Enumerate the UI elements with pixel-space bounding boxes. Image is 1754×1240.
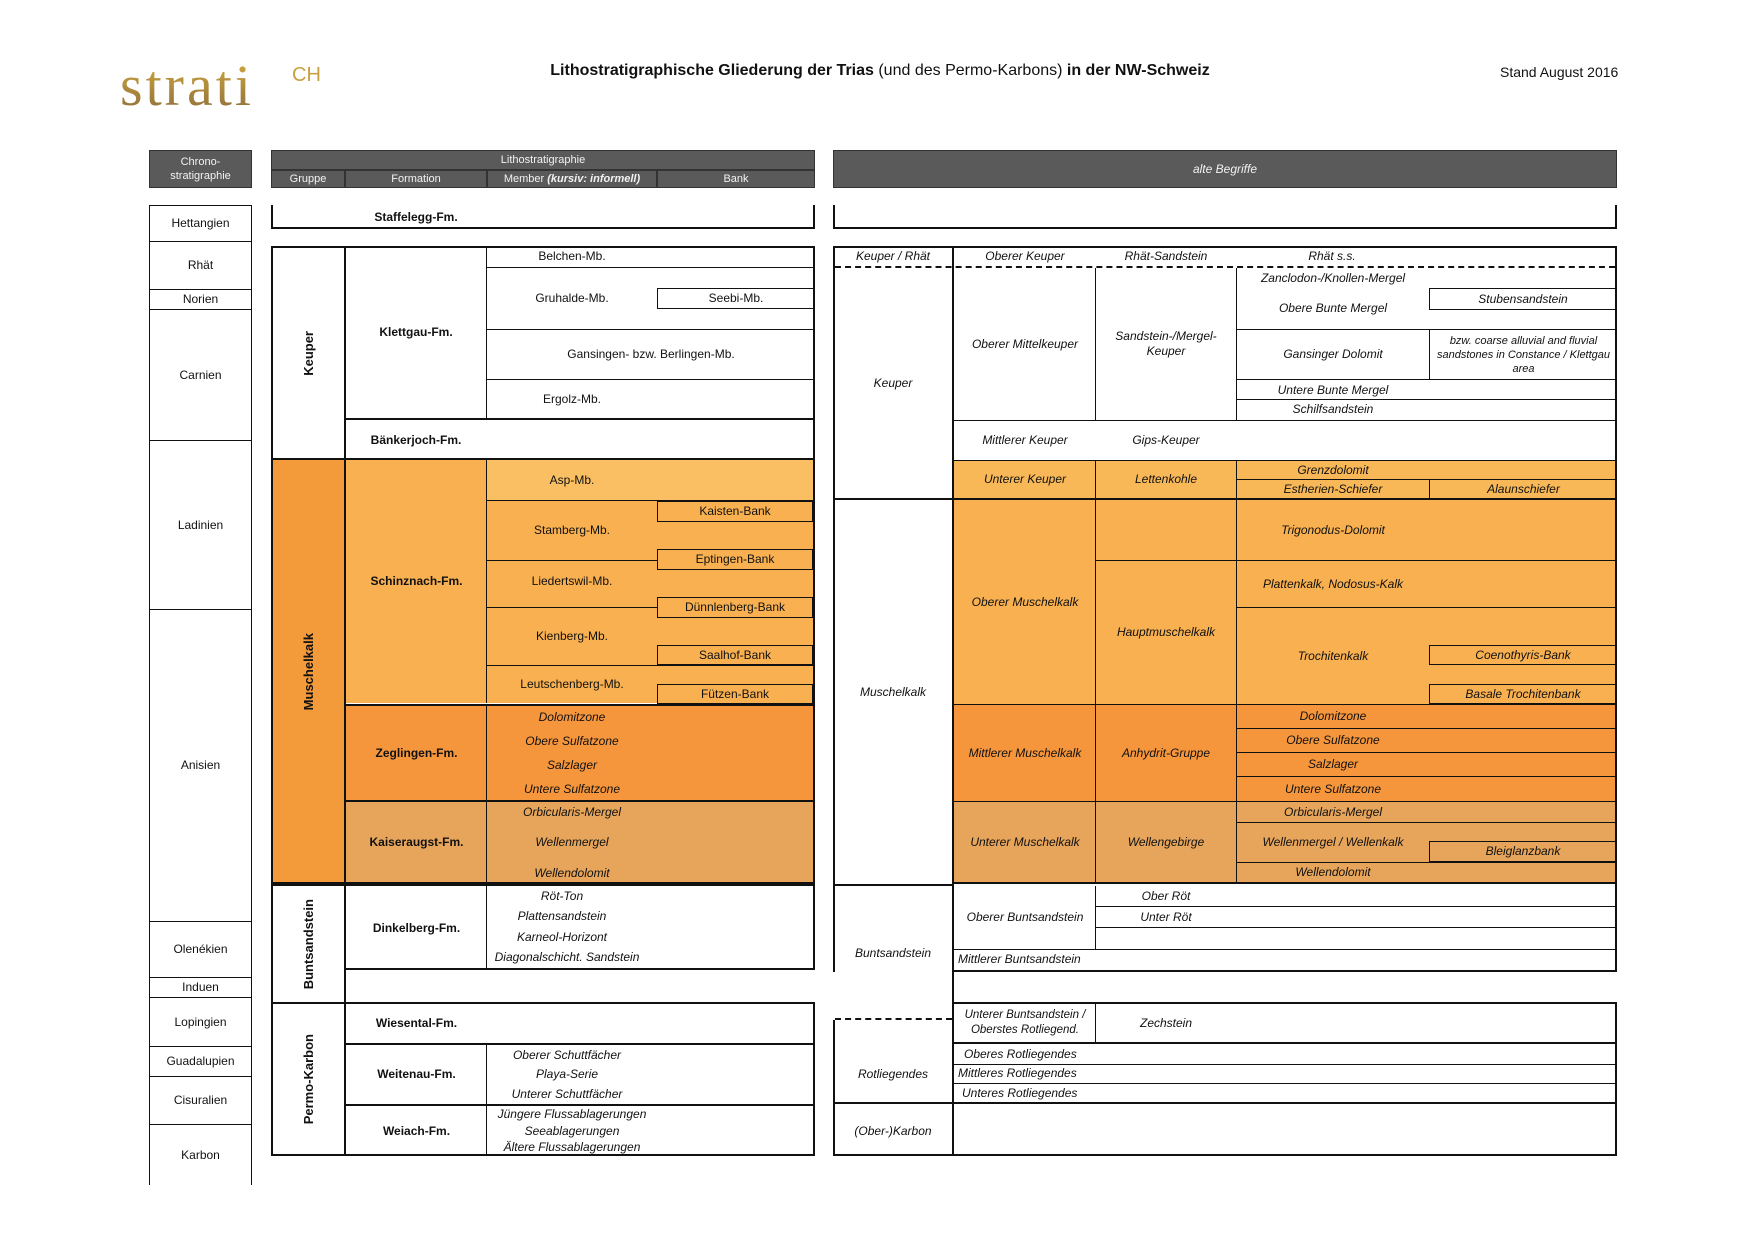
alt-stubensandstein: Stubensandstein <box>1429 288 1617 310</box>
logo-suffix: CH <box>292 64 321 86</box>
alt-plattenkalk: Plattenkalk, Nodosus-Kalk <box>1262 576 1404 591</box>
formation-weiach: Weiach-Fm. <box>382 1123 451 1138</box>
alt-trigonodus: Trigonodus-Dolomit <box>1281 522 1385 537</box>
alt-unt-bunte-mergel: Untere Bunte Mergel <box>1277 382 1389 397</box>
alt-hauptmuschelkalk: Hauptmuschelkalk <box>1116 625 1216 639</box>
chrono-olenekien: Olenékien <box>149 921 252 977</box>
member-roet-ton: Röt-Ton <box>540 888 584 903</box>
group-keuper: Keuper <box>300 330 316 376</box>
member-gansingen: Gansingen- bzw. Berlingen-Mb. <box>567 347 735 361</box>
formation-staffelegg: Staffelegg-Fm. <box>374 209 458 224</box>
alt-wellengebirge: Wellengebirge <box>1127 834 1205 849</box>
formation-dinkelberg: Dinkelberg-Fm. <box>372 920 461 935</box>
member-stamberg: Stamberg-Mb. <box>533 523 611 537</box>
member-diagonal: Diagonalschicht. Sandstein <box>494 949 640 964</box>
alt-ob-mittelkeuper: Oberer Mittelkeuper <box>971 336 1079 351</box>
bank-duennlenberg: Dünnlenberg-Bank <box>657 597 813 618</box>
member-unt-schuttfaecher: Unterer Schuttfächer <box>511 1086 623 1101</box>
member-karneol: Karneol-Horizont <box>516 929 608 944</box>
alt-muschelkalk: Muschelkalk <box>859 684 927 699</box>
logo <box>120 53 340 118</box>
member-juengere: Jüngere Flussablagerungen <box>497 1107 647 1121</box>
formation-schinznach: Schinznach-Fm. <box>370 574 463 588</box>
alt-sandstein-mergel-keuper: Sandstein-/Mergel- Keuper <box>1115 329 1217 358</box>
group-buntsandstein: Buntsandstein <box>300 898 316 990</box>
member-ergolz: Ergolz-Mb. <box>542 391 601 406</box>
formation-klettgau: Klettgau-Fm. <box>379 324 453 339</box>
alt-anhydrit-gruppe: Anhydrit-Gruppe <box>1121 745 1211 760</box>
alt-trochitenkalk: Trochitenkalk <box>1297 648 1369 663</box>
header-formation: Formation <box>345 170 487 188</box>
member-liedertswil: Liedertswil-Mb. <box>531 573 613 588</box>
header-alte-begriffe: alte Begriffe <box>833 150 1617 188</box>
alt-coarse-sandstones: bzw. coarse alluvial and fluvial sandstones in Constance / Klettgau area <box>1436 334 1611 375</box>
alt-salzlager: Salzlager <box>1307 757 1359 771</box>
alt-schilfsandstein: Schilfsandstein <box>1292 402 1374 416</box>
header-chrono: Chrono- stratigraphie <box>149 150 252 188</box>
alt-wellenmergel-wellenkalk: Wellenmergel / Wellenkalk <box>1262 834 1404 849</box>
alt-untere-sulfatzone: Untere Sulfatzone <box>1284 781 1382 796</box>
bank-kaisten: Kaisten-Bank <box>657 501 813 522</box>
chrono-cisuralien: Cisuralien <box>149 1076 252 1124</box>
alt-dolomitzone: Dolomitzone <box>1299 709 1367 723</box>
alt-obere-sulfatzone: Obere Sulfatzone <box>1286 733 1380 747</box>
member-leutschenberg: Leutschenberg-Mb. <box>520 677 624 691</box>
member-plattensandstein: Plattensandstein <box>517 908 607 923</box>
member-ob-schuttfaecher: Oberer Schuttfächer <box>512 1047 622 1062</box>
formation-weitenau: Weitenau-Fm. <box>377 1067 456 1081</box>
bank-fuetzen: Fützen-Bank <box>657 684 813 704</box>
chrono-induen: Induen <box>149 977 252 997</box>
alt-buntsandstein: Buntsandstein <box>854 945 932 960</box>
member-kienberg: Kienberg-Mb. <box>535 629 609 643</box>
member-belchen: Belchen-Mb. <box>538 249 606 263</box>
alt-mittl-bunt-row: Mittlerer Buntsandstein <box>958 952 1081 966</box>
chrono-lopingien: Lopingien <box>149 997 252 1046</box>
member-untere-sulfatzone: Untere Sulfatzone <box>523 781 621 796</box>
member-playa: Playa-Serie <box>535 1066 599 1081</box>
member-aeltere: Ältere Flussablagerungen <box>503 1140 641 1154</box>
alt-basale-trochitenbank: Basale Trochitenbank <box>1429 684 1617 704</box>
alt-gips-keuper: Gips-Keuper <box>1132 433 1200 447</box>
alt-zanclodon: Zanclodon-/Knollen-Mergel <box>1260 270 1406 285</box>
member-gruhalde: Gruhalde-Mb. <box>535 291 609 305</box>
member-dolomitzone: Dolomitzone <box>538 709 606 724</box>
alt-unt-keuper: Unterer Keuper <box>983 472 1067 486</box>
bank-saalhof: Saalhof-Bank <box>657 645 813 665</box>
chrono-norien: Norien <box>149 289 252 309</box>
formation-kaiseraugst: Kaiseraugst-Fm. <box>369 834 464 849</box>
alt-wellendolomit: Wellendolomit <box>1295 865 1371 879</box>
bank-seebi: Seebi-Mb. <box>657 288 815 309</box>
alt-mittl-rot-row: Mittleres Rotliegendes <box>954 1065 1615 1084</box>
chrono-anisien: Anisien <box>149 609 252 921</box>
alt-unter-roet: Unter Röt <box>1140 909 1192 924</box>
member-asp: Asp-Mb. <box>549 472 595 487</box>
alt-rotliegendes: Rotliegendes <box>857 1066 929 1081</box>
alt-estherien-schiefer: Estherien-Schiefer <box>1283 481 1383 496</box>
alt-orbicularis: Orbicularis-Mergel <box>1283 804 1383 819</box>
member-wellenmergel: Wellenmergel <box>535 834 609 849</box>
alt-lettenkohle: Lettenkohle <box>1134 472 1198 486</box>
alt-ob-rot-row: Oberes Rotliegendes <box>954 1045 1615 1065</box>
alt-mittl-muschelkalk: Mittlerer Muschelkalk <box>968 745 1082 760</box>
header-litho: Lithostratigraphie <box>271 150 815 170</box>
alt-ober-karbon: (Ober-)Karbon <box>854 1123 932 1138</box>
formation-zeglingen: Zeglingen-Fm. <box>375 745 458 760</box>
member-orbicularis: Orbicularis-Mergel <box>522 804 622 819</box>
chrono-ladinien: Ladinien <box>149 440 252 609</box>
alt-ob-muschelkalk: Oberer Muschelkalk <box>971 594 1079 609</box>
alt-hettangien-row <box>833 205 1617 229</box>
alt-grenzdolomit: Grenzdolomit <box>1297 462 1369 477</box>
chrono-carnien: Carnien <box>149 309 252 440</box>
member-salzlager: Salzlager <box>546 757 598 772</box>
alt-bleiglanzbank: Bleiglanzbank <box>1429 841 1617 862</box>
alt-mittl-keuper: Mittlerer Keuper <box>982 433 1068 447</box>
chrono-hettangien: Hettangien <box>149 205 252 241</box>
alt-ob-keuper: Oberer Keuper <box>985 248 1065 263</box>
formation-wiesental: Wiesental-Fm. <box>375 1015 458 1030</box>
alt-keuper: Keuper <box>873 375 913 390</box>
header-bank: Bank <box>657 170 815 188</box>
chrono-rhaet: Rhät <box>149 241 252 289</box>
alt-gansinger-dolomit: Gansinger Dolomit <box>1283 347 1383 361</box>
formation-baenkerjoch: Bänkerjoch-Fm. <box>370 432 462 447</box>
alt-zechstein: Zechstein <box>1139 1015 1193 1030</box>
chrono-guadalupien: Guadalupien <box>149 1046 252 1076</box>
alt-ob-buntsandstein: Oberer Buntsandstein <box>966 910 1084 924</box>
chrono-karbon: Karbon <box>149 1124 252 1185</box>
member-seeablagerungen: Seeablagerungen <box>524 1124 620 1138</box>
alt-ober-roet: Ober Röt <box>1141 888 1191 903</box>
alt-unt-rot-row: Unteres Rotliegendes <box>962 1086 1078 1100</box>
alt-rhaet-ss: Rhät s.s. <box>1308 248 1356 263</box>
alt-ob-bunte-mergel: Obere Bunte Mergel <box>1278 300 1388 315</box>
alt-alaunschiefer: Alaunschiefer <box>1487 481 1560 496</box>
alt-keuper-rhaet: Keuper / Rhät <box>855 248 931 263</box>
bank-eptingen: Eptingen-Bank <box>657 549 813 570</box>
header-gruppe: Gruppe <box>271 170 345 188</box>
member-wellendolomit: Wellendolomit <box>534 865 610 880</box>
logo-text: strati <box>120 53 254 118</box>
alt-coenothyris: Coenothyris-Bank <box>1429 645 1617 665</box>
header-member: Member (kursiv: informell) <box>487 170 657 188</box>
alt-unt-muschelkalk: Unterer Muschelkalk <box>970 834 1080 849</box>
page-title: Lithostratigraphische Gliederung der Trias (und des Permo-Karbons) in der NW-Schweiz <box>550 62 1210 79</box>
group-muschelkalk: Muschelkalk <box>300 633 316 711</box>
stand-date: Stand August 2016 <box>1500 64 1619 80</box>
alt-unt-buntsandstein: Unterer Buntsandstein / Oberstes Rotliegend. <box>964 1009 1086 1036</box>
group-permo-karbon: Permo-Karbon <box>300 1033 316 1125</box>
member-obere-sulfatzone: Obere Sulfatzone <box>525 733 619 748</box>
alt-rhaet-sandstein: Rhät-Sandstein <box>1124 248 1208 263</box>
